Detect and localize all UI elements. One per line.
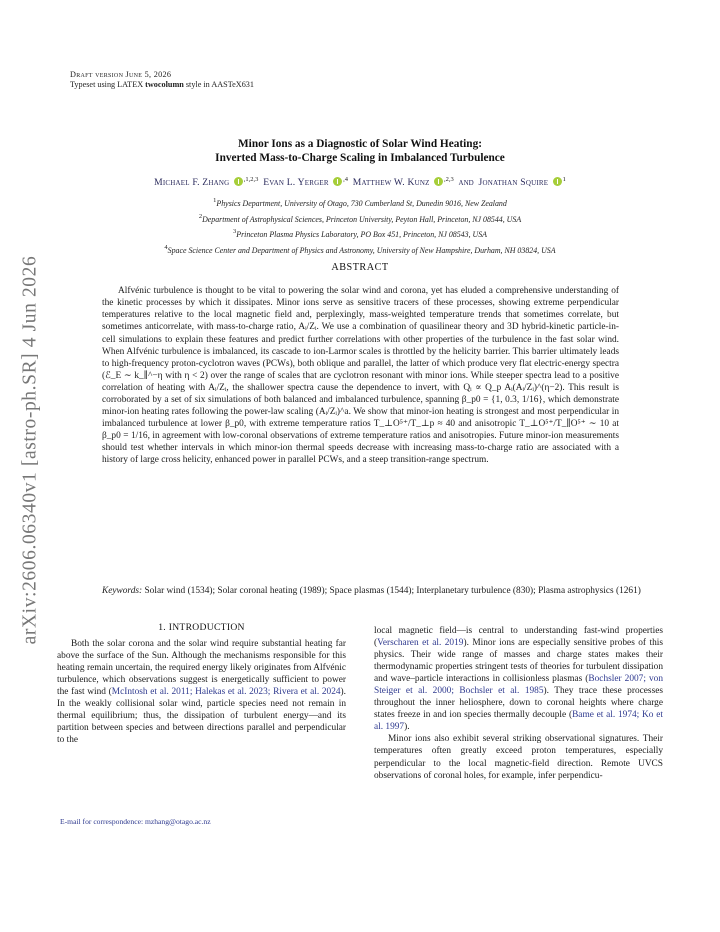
abstract-heading: ABSTRACT [331, 262, 389, 273]
author-affil-marks: ,4 [343, 176, 348, 183]
arxiv-identifier[interactable]: arXiv:2606.06340v1 [astro-ph.SR] 4 Jun 2026 [19, 255, 41, 645]
typeset-note: Typeset using LATEX twocolumn style in AASTeX631 [70, 80, 254, 89]
citation-link[interactable]: Bochsler 2007; von Steiger et al. 2000; Bochsler et al. 1985 [374, 674, 663, 697]
author-name: Jonathan Squire [478, 177, 549, 188]
affiliation: $^3$Princeton Plasma Physics Laboratory, PO Box 451, Princeton, NJ 08543, USA [233, 228, 487, 240]
correspondence-footnote[interactable]: E-mail for correspondence: mzhang@otago.ac.nz [60, 817, 211, 826]
author-affil-marks: 1 [562, 176, 566, 183]
title-line-2: Inverted Mass-to-Charge Scaling in Imbalanced Turbulence [215, 152, 505, 164]
preprint-header [70, 70, 254, 90]
authors-and: and [458, 177, 474, 188]
author-list [70, 174, 650, 189]
author-affil-marks: ,2,3 [444, 176, 454, 183]
column-right [374, 625, 663, 782]
author-affil-marks: ,1,2,3 [243, 176, 259, 183]
orcid-icon[interactable] [333, 177, 342, 186]
keywords-text: Solar wind (1534); Solar coronal heating (1989); Space plasmas (1544); Interplanetary turbulence (830); Plasma astrophysics (1261) [144, 586, 641, 596]
affiliation: $^4$Space Science Center and Department of Physics and Astronomy, University of New Hampshire, Durham, NH 03824, USA [164, 243, 556, 255]
orcid-icon[interactable] [234, 177, 243, 186]
citation-link[interactable]: Bame et al. 1974; Ko et al. 1997 [374, 710, 663, 733]
intro-paragraph: Both the solar corona and the solar wind require substantial heating far above the surface of the Sun. Although the mechanisms responsible for this heating remain uncertain, the required energy likely originates from Alfvénic turbulence, which observations suggest is energetically sufficient to power the fast wind (McIntosh et al. 2011; Halekas et al. 2023; Rivera et al. 2024). In the weakly collisional solar wind, particle species need not remain in thermal equilibrium; thus, the dissipation of turbulent energy—and its partition between species and between directions parallel and perpendicular to the [57, 639, 346, 746]
orcid-icon[interactable] [434, 177, 443, 186]
author-name: Matthew W. Kunz [352, 177, 430, 188]
paper-title [100, 137, 620, 165]
abstract-text: Alfvénic turbulence is thought to be vital to powering the solar wind and corona, yet has eluded a comprehensive understanding of the kinetic processes by which it dissipates. Minor ions serve as sensitive tracers of these processes, showing extreme perpendicular temperatures relative to the local magnetic field and, perplexingly, mass-weighted temperature trends that sometimes correlate, but sometimes anticorrelate, with mass-to-charge ratio, Aᵢ/Zᵢ. We use a combination of quasilinear theory and 3D hybrid-kinetic particle-in-cell simulations to explain these features and predict further correlations with other properties of the turbulence in the fast solar wind. When Alfvénic turbulence is imbalanced, its cascade to ion-Larmor scales is throttled by the helicity barrier. This barrier ultimately leads to high-frequency proton-cyclotron waves (PCWs), both oblique and parallel, the latter of which produce very flat electric-energy spectra (ℰ_E ∼ k_∥^−η with η < 2) over the range of scales that are cyclotron resonant with minor ions. While steeper spectra lead to a positive correlation of heating with Aᵢ/Zᵢ, the shallower spectra cause the dependence to invert, with Qᵢ ∝ Q_p Aᵢ(Aᵢ/Zᵢ)^(η−2). This result is corroborated by a set of six simulations of both balanced and imbalanced turbulence, spanning β_p0 = {1, 0.3, 1/16}, which demonstrate minor-ion heating rates following the power-law scaling (Aᵢ/Zᵢ)^a. We show that minor-ion heating is strongest and most perpendicular in imbalanced turbulence at lower β_p0, with extreme temperature ratios T_⊥O⁵⁺/T_⊥p ≈ 40 and anisotropic T_⊥O⁵⁺/T_∥O⁵⁺ ∼ 10 at β_p0 = 1/16, in agreement with low-coronal observations of extreme temperature ratios and anisotropies. Future minor-ion measurements should test whether intervals in which minor-ion thermal speeds decrease with increasing mass-to-charge ratio are associated with a history of large cross helicity, enhanced power in parallel PCWs, and a steep transition-range spectrum. [102, 286, 619, 465]
keywords-label: Keywords: [102, 586, 143, 596]
affiliation: $^2$Department of Astrophysical Sciences, Princeton University, Peyton Hall, Princeton, NJ 08544, USA [198, 212, 522, 224]
affiliation: $^1$Physics Department, University of Otago, 730 Cumberland St, Dunedin 9016, New Zealand [213, 197, 507, 208]
column-left [57, 622, 346, 746]
section-heading: 1. INTRODUCTION [158, 622, 245, 633]
intro-paragraph-cont: local magnetic field—is central to understanding fast-wind properties (Verscharen et al. 2019). Minor ions are especially sensitive probes of this physics. Their wide range of masses and charge states makes their thermodynamic properties stringent tests of theories for turbulent dissipation and wave–particle interactions in collisionless plasmas (Bochsler 2007; von Steiger et al. 2000; Bochsler et al. 1985). They trace these processes throughout the inner heliosphere, down to coronal heights where charge states freeze in and ion species thermally decouple (Bame et al. 1974; Ko et al. 1997). [374, 626, 663, 733]
draft-version: Draft version June 5, 2026 [70, 70, 172, 79]
citation-link[interactable]: McIntosh et al. 2011; Halekas et al. 2023; Rivera et al. 2024 [111, 687, 341, 698]
author-name: Michael F. Zhang [154, 177, 230, 188]
author-name: Evan L. Yerger [263, 177, 329, 188]
orcid-icon[interactable] [553, 177, 562, 186]
arxiv-sidebar-stamp [8, 240, 52, 660]
citation-link[interactable]: Verscharen et al. 2019 [377, 638, 464, 649]
affiliation-list [60, 195, 660, 257]
title-line-1: Minor Ions as a Diagnostic of Solar Wind Heating: [238, 138, 482, 150]
intro-paragraph: Minor ions also exhibit several striking observational signatures. Their temperatures often greatly exceed proton temperatures, especially perpendicular to the local magnetic-field direction. Remote UVCS observations of coronal holes, for example, infer perpendicu- [374, 734, 663, 781]
keywords [102, 585, 675, 597]
